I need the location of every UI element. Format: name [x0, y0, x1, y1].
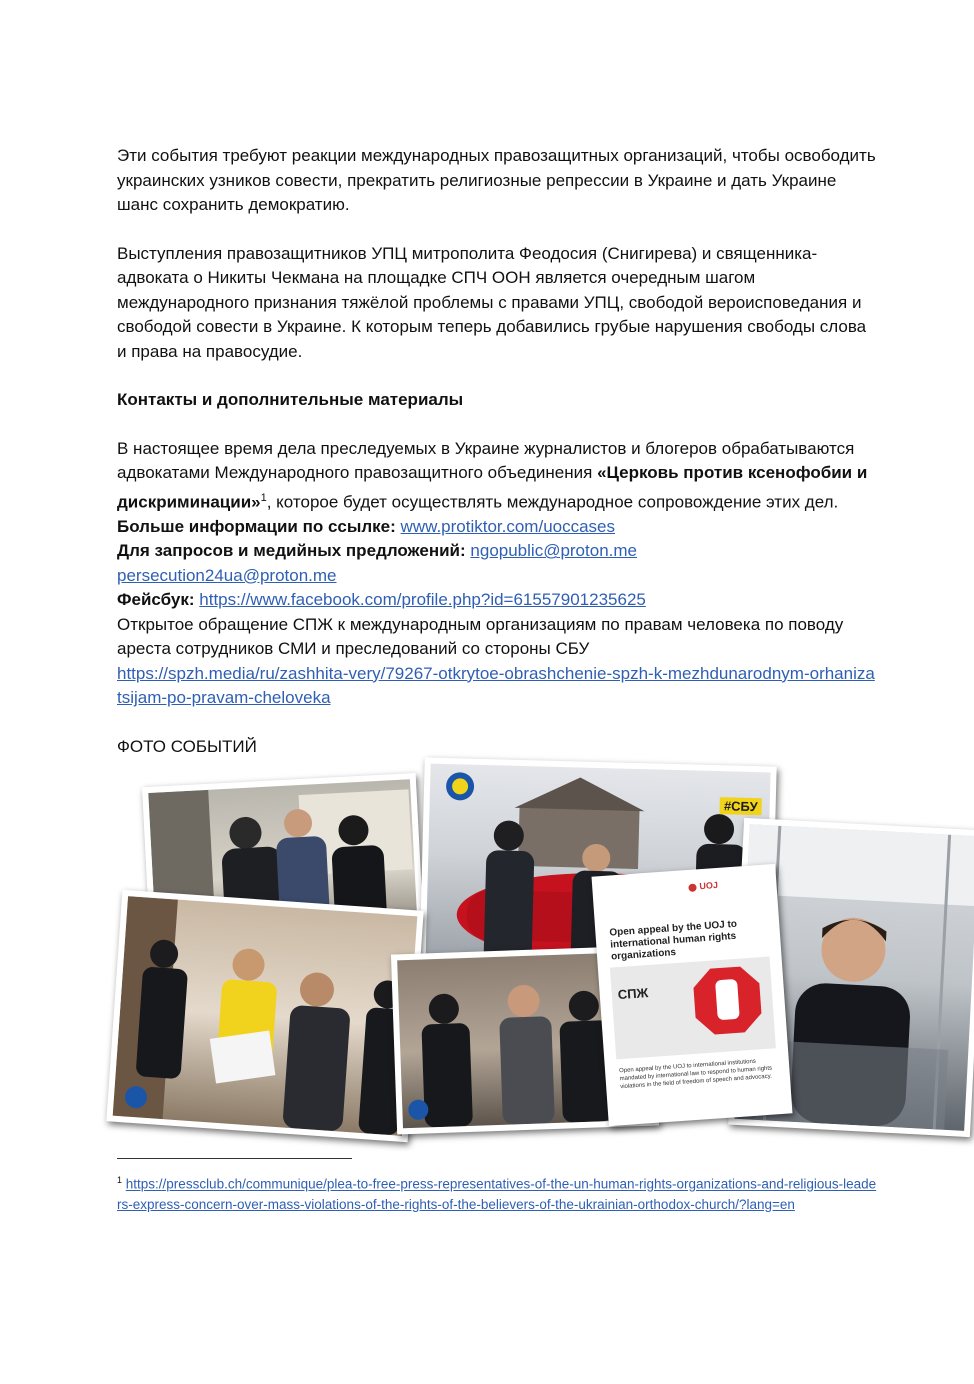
- paragraph-appeal: Эти события требуют реакции международных правозащитных организаций, чтобы освободить украинских узников совести, прекратить религиозные репрессии в Украине и дать Украине шанс сохранить демократию.: [117, 146, 876, 214]
- contacts-heading: Контакты и дополнительные материалы: [117, 390, 464, 409]
- footnote-ref[interactable]: 1: [260, 491, 267, 504]
- email-link-2[interactable]: persecution24ua@proton.me: [117, 565, 337, 585]
- footnote: [117, 1170, 877, 1215]
- email-link-1[interactable]: ngopublic@proton.me: [470, 541, 637, 561]
- papers-scene-image: [113, 896, 418, 1136]
- more-info-label: Больше информации по ссылке:: [117, 516, 396, 536]
- more-info-line: [117, 515, 877, 540]
- screenshot-title: Open appeal by the UOJ to international human rights organizations: [609, 918, 738, 963]
- email-line-2: [117, 564, 877, 589]
- screenshot-brand: UOJ: [688, 880, 718, 892]
- appeal-text: Открытое обращение СПЖ к международным организациям по правам человека по поводу ареста сотрудников СМИ и преследований со стороны СБУ: [117, 614, 844, 659]
- photos-heading: ФОТО СОБЫТИЙ: [117, 736, 257, 756]
- photo-collage: [100, 760, 974, 1140]
- sbu-badge: #СБУ: [720, 797, 762, 815]
- screenshot-caption: Open appeal by the UOJ to international institutions mandated by international law to respond to human rights violations in the field of freedom of speech and advocacy.: [618, 1058, 773, 1091]
- org-name: «Церковь против ксенофобии и дискриминации»: [117, 463, 868, 512]
- footnote-separator: [117, 1158, 352, 1159]
- requests-label: Для запросов и медийных предложений:: [117, 541, 466, 561]
- event-photo-5-screenshot[interactable]: [592, 864, 793, 1126]
- footnote-link[interactable]: https://pressclub.ch/communique/plea-to-free-press-representatives-of-the-un-human-rights-organizations-and-religious-leaders-express-concern-over-mass-violations-of-the-rights-of-the-believers-of-the-ukrainian-orthodox-church/?lang=en: [117, 1176, 877, 1212]
- stop-hand-icon: [690, 963, 765, 1038]
- more-info-link[interactable]: www.protiktor.com/uoccases: [400, 516, 616, 536]
- paragraph-un-speeches: Выступления правозащитников УПЦ митрополита Феодосия (Снигирева) и священника-адвоката о Никиты Чекмана на площадке СПЧ ООН является очередным шагом международного признания тяжёлой проблемы с правами УПЦ, свободой вероисповедания и свободой совести в Украине. К которым теперь добавились грубые нарушения свободы слова и права на правосудие.: [117, 243, 867, 361]
- uoj-logo-icon: [688, 883, 697, 892]
- screenshot-logo: СПЖ: [617, 985, 649, 1003]
- facebook-link[interactable]: https://www.facebook.com/profile.php?id=61557901235625: [199, 590, 646, 610]
- facebook-line: [117, 588, 877, 613]
- appeal-link[interactable]: https://spzh.media/ru/zashhita-very/79267-otkrytoe-obrashchenie-spzh-k-mezhdunarodnym-orhanizatsijam-po-pravam-cheloveka: [117, 663, 875, 708]
- appeal-link-line: [117, 662, 877, 711]
- screenshot-image: [610, 956, 776, 1059]
- event-photo-3[interactable]: [106, 890, 423, 1143]
- contacts-intro-tail: , которое будет осуществлять международное сопровождение этих дел.: [266, 492, 839, 512]
- facebook-label: Фейсбук:: [117, 590, 195, 610]
- footnote-number: 1: [117, 1175, 123, 1185]
- contacts-paragraph: [117, 437, 877, 515]
- document-body: [117, 144, 877, 759]
- requests-line: [117, 539, 877, 564]
- contacts-intro: В настоящее время дела преследуемых в Украине журналистов и блогеров обрабатываются адвокатами Международного правозащитного объединения: [117, 438, 855, 482]
